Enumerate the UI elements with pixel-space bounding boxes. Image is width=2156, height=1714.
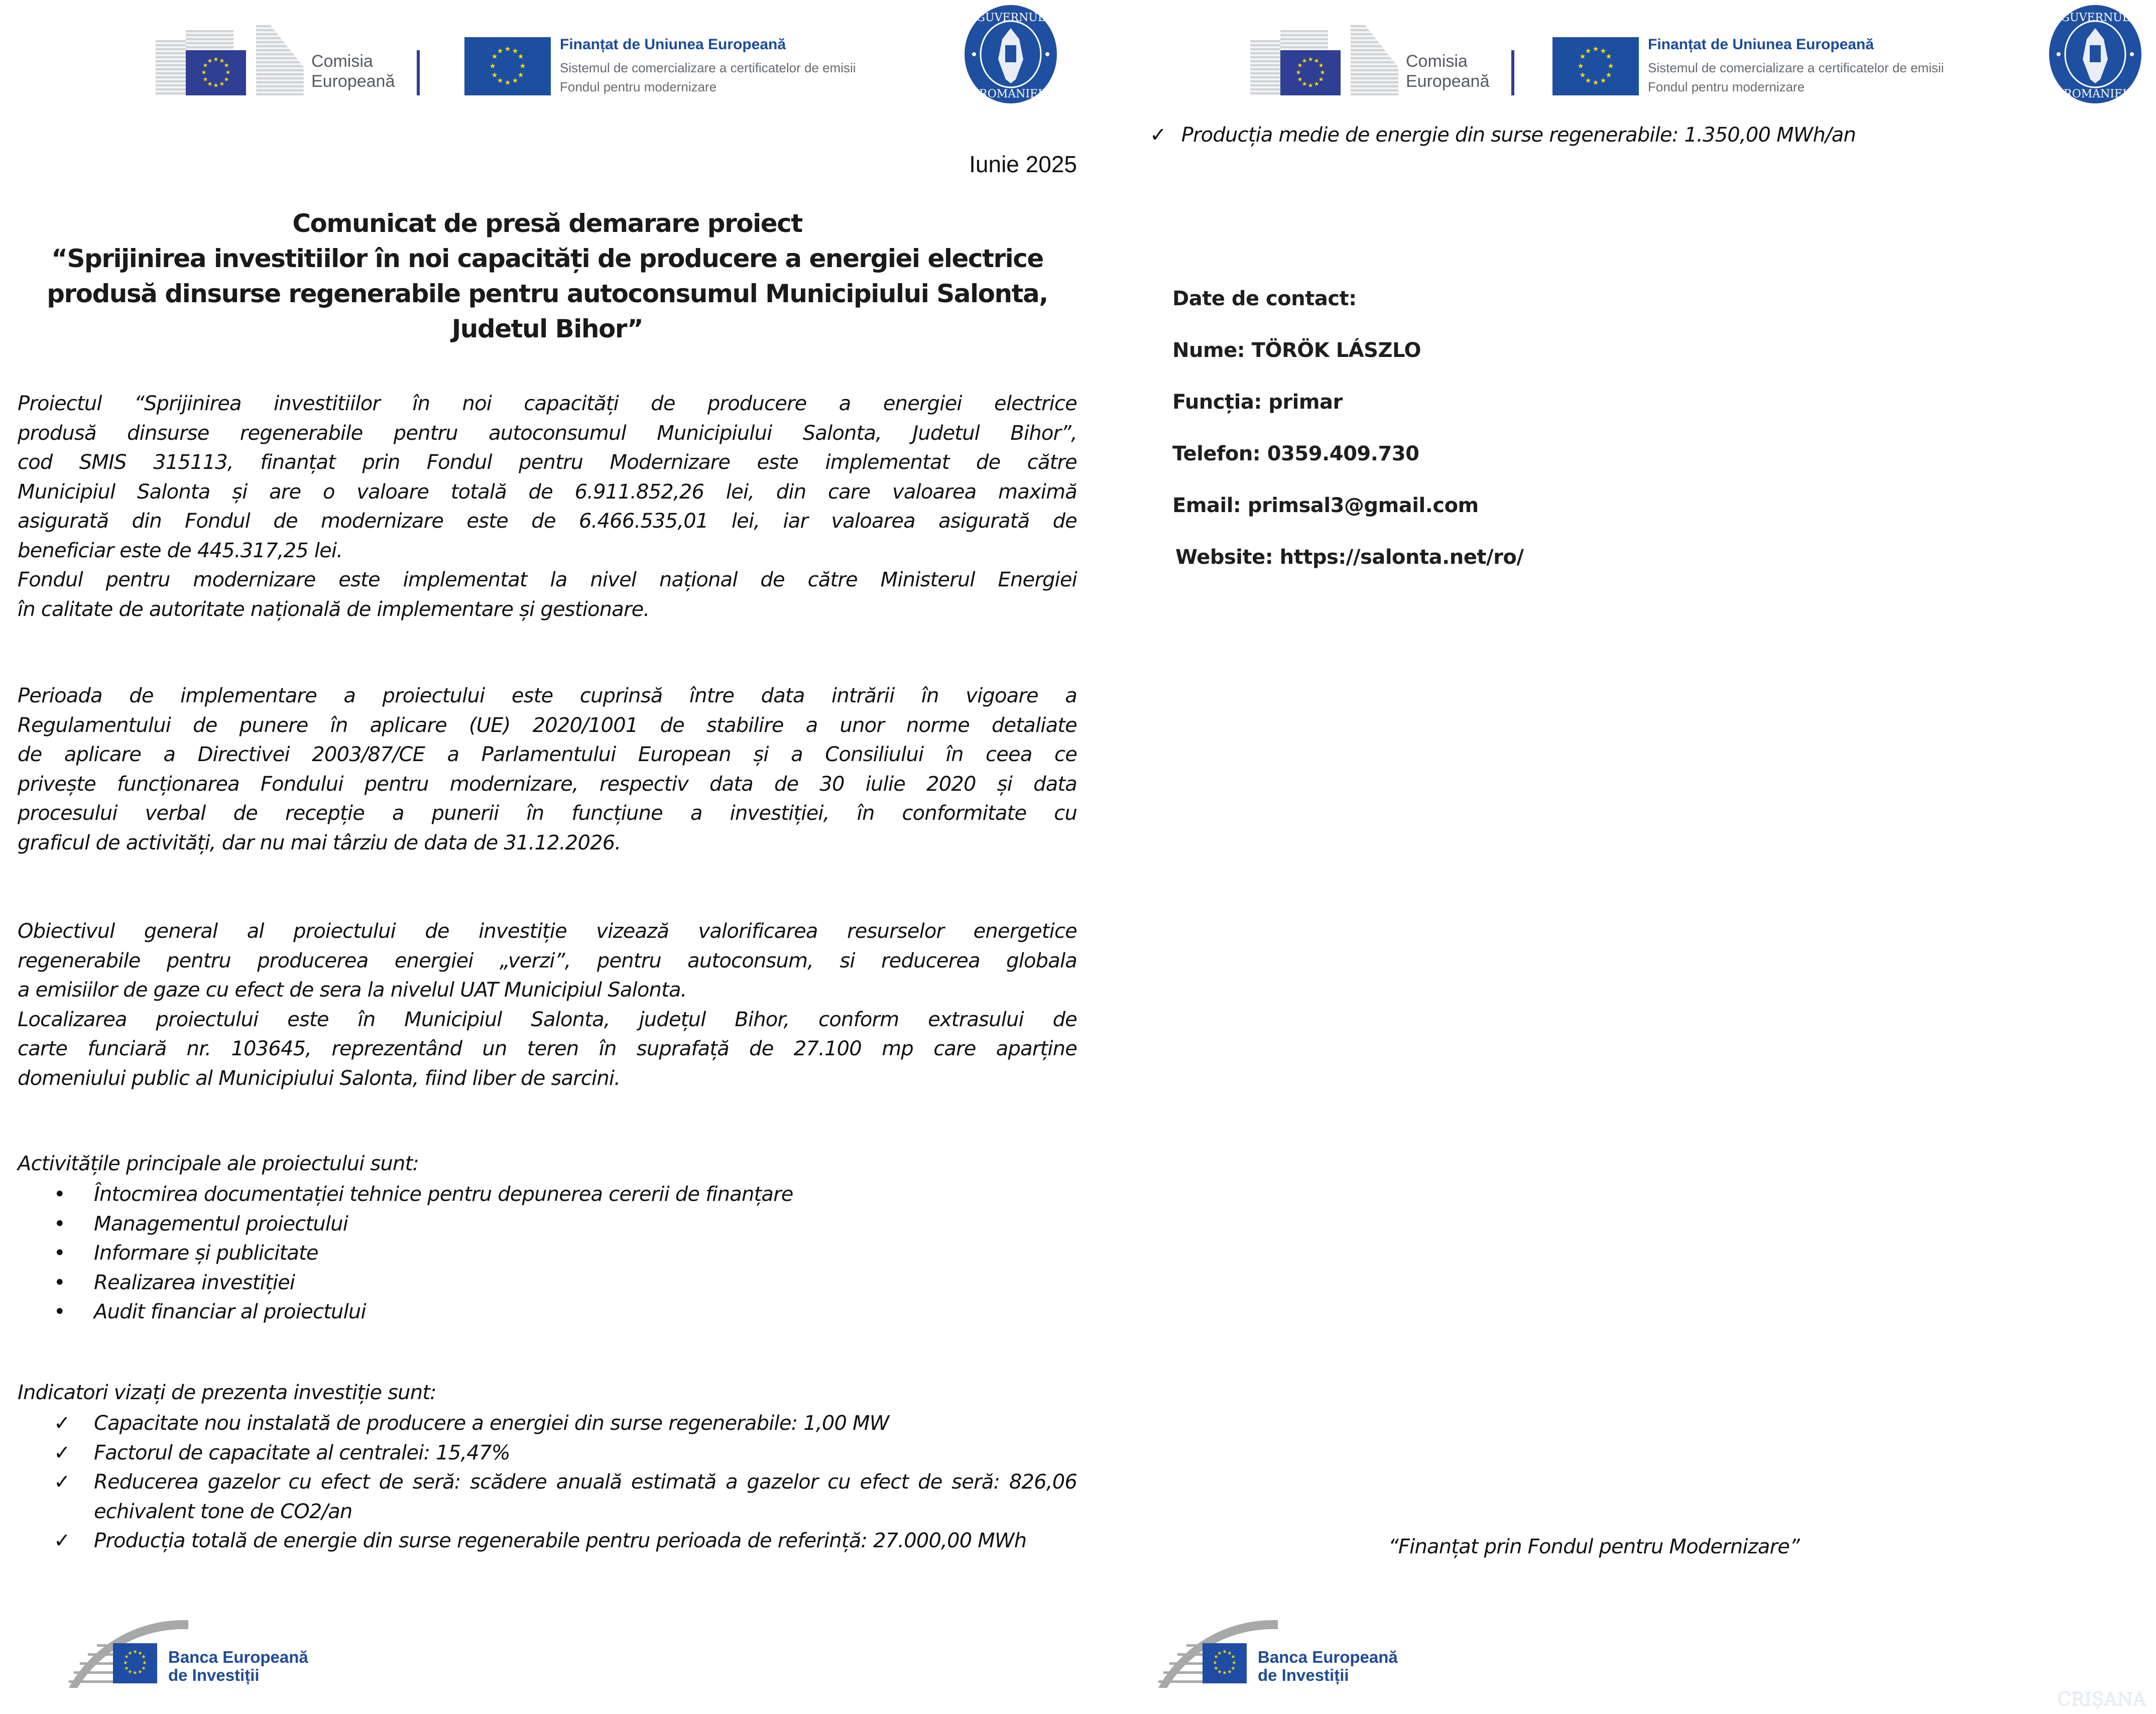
svg-text:GUVERNUL: GUVERNUL — [976, 12, 1045, 24]
svg-text:★: ★ — [517, 71, 524, 79]
svg-text:★: ★ — [219, 80, 225, 87]
svg-text:★: ★ — [491, 53, 498, 61]
contact-heading: Date de contact: — [1172, 287, 1357, 310]
checkmark-icon: ✓ — [54, 1529, 70, 1552]
eib-name: Banca Europeană de Investiții — [168, 1648, 308, 1684]
svg-text:★: ★ — [512, 77, 519, 85]
list-item: ✓ Reducerea gazelor cu efect de seră: scădere anuală estimată a gazelor cu efect de seră: 826,06 echivalent tone de CO2/an — [18, 1467, 1077, 1526]
eu-funded-subtitle: Sistemul de comercializare a certificatelor de emisii — [1648, 60, 1944, 75]
svg-text:★: ★ — [207, 80, 213, 87]
list-item: • Audit financiar al proiectului — [18, 1297, 1077, 1327]
svg-text:★: ★ — [519, 62, 526, 70]
checkmark-icon: ✓ — [54, 1412, 70, 1435]
list-item: ✓ Capacitate nou instalată de producere a energiei din surse regenerabile: 1,00 MW — [18, 1409, 1077, 1438]
svg-text:★: ★ — [1320, 69, 1326, 76]
eu-funded-subtitle: Sistemul de comercializare a certificatelor de emisii — [560, 60, 856, 75]
indicator-average-production: ✓ Producția medie de energie din surse regenerabile: 1.350,00 MWh/an — [1150, 124, 1856, 147]
svg-text:★: ★ — [1592, 45, 1599, 53]
contact-email[interactable]: Email: primsal3@gmail.com — [1172, 494, 1479, 517]
activities-heading: Activitățile principale ale proiectului sunt: — [18, 1152, 419, 1175]
svg-text:ROMÂNIEI: ROMÂNIEI — [979, 88, 1042, 100]
bullet-icon: • — [54, 1300, 65, 1323]
svg-text:★: ★ — [213, 56, 219, 63]
contact-block — [1172, 286, 1523, 596]
funding-note: “Finanțat prin Fondul pentru Modernizare” — [1388, 1535, 1800, 1558]
bullet-icon: • — [54, 1183, 65, 1206]
svg-text:★: ★ — [201, 69, 207, 76]
svg-text:★: ★ — [1297, 76, 1303, 83]
svg-text:★: ★ — [1318, 62, 1324, 69]
svg-text:★: ★ — [1217, 1651, 1222, 1656]
svg-text:★: ★ — [517, 53, 524, 61]
list-item: ✓ Producția totală de energie din surse regenerabile pentru perioada de referință: 27.000,00 MWh — [18, 1526, 1077, 1556]
svg-text:★: ★ — [1318, 76, 1324, 83]
page-right — [1090, 0, 2156, 1714]
contact-phone: Telefon: 0359.409.730 — [1172, 442, 1419, 465]
svg-text:★: ★ — [142, 1660, 147, 1666]
contact-name: Nume: TÖRÖK LÁSZLO — [1172, 339, 1421, 362]
eib-logo — [1137, 1614, 1439, 1694]
svg-text:★: ★ — [1214, 1654, 1219, 1660]
svg-text:★: ★ — [207, 57, 213, 64]
eu-flag-icon — [1203, 1643, 1247, 1683]
svg-text:★: ★ — [1577, 62, 1584, 70]
objective-paragraph: Obiectivul general al proiectului de investiție vizează valorificarea resurselor energetice regenerabile pentru producerea energiei „verzi”, pentru autoconsum, si reducerea globala a emisiilor de gaze cu efect de sera la nivelul UAT Municipiul Salonta. Localizarea proiectului este în Municipiul Salonta, județul Bihor, conform extrasului de carte funciară nr. 103645, reprezentând un teren în suprafață de 27.100 mp care aparține domeniului public al Municipiului Salonta, fiind liber de sarcini. — [18, 920, 1077, 1090]
svg-text:★: ★ — [124, 1654, 129, 1660]
svg-text:★: ★ — [1231, 1654, 1236, 1660]
svg-text:★: ★ — [1295, 69, 1301, 76]
svg-text:★: ★ — [504, 79, 511, 87]
implementation-period-paragraph: Perioada de implementare a proiectului este cuprinsă între data intrării în vigoare a Regulamentului de punere în aplicare (UE) 2020/1001 de stabilire a unor norme detaliate de aplicare a Directivei 2003/87/CE a Parlamentului European și a Consiliului în ceea ce privește funcționarea Fondului pentru modernizare, respectiv data de 30 iulie 2020 și data procesului verbal de recepție a punerii în funcțiune a investiției, în conformitate cu graficul de activități, dar nu mai târziu de data de 31.12.2026. — [18, 684, 1077, 854]
eib-name: Banca Europeană de Investiții — [1258, 1648, 1398, 1684]
eu-funded-title: Finanțat de Uniunea Europeană — [1648, 36, 1874, 53]
svg-text:★: ★ — [1222, 1649, 1227, 1655]
svg-text:★: ★ — [123, 1660, 128, 1666]
european-commission-logo — [1250, 20, 1511, 95]
checkmark-icon: ✓ — [54, 1471, 70, 1494]
intro-paragraph: Proiectul “Sprijinirea investitiilor în noi capacități de producere a energiei electrice produsă dinsurse regenerabile pentru autoconsumul Municipiului Salonta, Judetul Bihor”, cod SMIS 315113, finanțat prin Fondul pentru Modernizare este implementat de către Municipiul Salonta și are o valoare totală de 6.911.852,26 lei, din care valoarea maximă asigurată din Fondul de modernizare este de 6.466.535,01 lei, iar valoarea asigurată de beneficiar este de 445.317,25 lei. Fondul pentru modernizare este implementat la nivel național de către Ministerul Energiei în calitate de autoritate națională de implementare și gestionare. — [18, 392, 1077, 621]
eu-flag-icon — [1552, 37, 1639, 95]
svg-text:★: ★ — [1213, 1660, 1218, 1666]
commission-divider — [1511, 50, 1514, 95]
bullet-icon: • — [54, 1242, 65, 1265]
svg-text:★: ★ — [1227, 1669, 1232, 1675]
svg-text:★: ★ — [124, 1666, 129, 1671]
svg-text:★: ★ — [202, 76, 208, 83]
svg-text:★: ★ — [128, 1669, 133, 1675]
contact-website[interactable]: Website: https://salonta.net/ro/ — [1175, 546, 1524, 569]
svg-text:ROMÂNIEI: ROMÂNIEI — [2064, 88, 2127, 100]
eu-flag-icon — [113, 1643, 157, 1683]
list-item: ✓ Factorul de capacitate al centralei: 15,47% — [18, 1438, 1077, 1468]
svg-text:★: ★ — [1605, 71, 1612, 79]
svg-text:★: ★ — [1313, 57, 1320, 64]
watermark: CRIȘANA — [2057, 1689, 2146, 1710]
svg-text:★: ★ — [138, 1651, 143, 1656]
contact-function: Funcția: primar — [1172, 391, 1343, 414]
svg-text:★: ★ — [1313, 80, 1320, 87]
svg-text:★: ★ — [1297, 62, 1303, 69]
svg-text:★: ★ — [497, 77, 504, 85]
svg-text:★: ★ — [1579, 53, 1586, 61]
list-item: • Informare și publicitate — [18, 1239, 1077, 1268]
svg-text:★: ★ — [1301, 57, 1307, 64]
eu-funded-fund-name: Fondul pentru modernizare — [560, 79, 717, 94]
svg-text:★: ★ — [1585, 47, 1592, 55]
svg-text:★: ★ — [133, 1670, 138, 1676]
eu-flag-icon — [186, 50, 246, 95]
svg-text:★: ★ — [1592, 79, 1599, 87]
svg-text:★: ★ — [223, 76, 229, 83]
svg-text:★: ★ — [512, 47, 519, 55]
bullet-icon: • — [54, 1212, 65, 1236]
svg-text:★: ★ — [1605, 53, 1612, 61]
svg-text:★: ★ — [1579, 71, 1586, 79]
svg-text:★: ★ — [1214, 1666, 1219, 1671]
svg-text:★: ★ — [128, 1651, 133, 1656]
commission-name: Comisia Europeană — [1406, 52, 1490, 91]
svg-text:★: ★ — [133, 1649, 138, 1655]
romanian-government-seal-icon — [2048, 4, 2143, 104]
list-item: • Realizarea investiției — [18, 1268, 1077, 1298]
checkmark-icon: ✓ — [1150, 124, 1166, 147]
eu-flag-icon — [1280, 50, 1341, 95]
svg-text:★: ★ — [1600, 47, 1607, 55]
svg-text:★: ★ — [1301, 80, 1307, 87]
svg-text:★: ★ — [225, 69, 231, 76]
svg-text:★: ★ — [1607, 62, 1614, 70]
eu-flag-icon — [464, 37, 551, 95]
svg-text:★: ★ — [1600, 77, 1607, 85]
eu-funded-logo — [464, 20, 916, 95]
eu-funded-title: Finanțat de Uniunea Europeană — [560, 36, 786, 53]
svg-text:★: ★ — [138, 1669, 143, 1675]
indicators-heading: Indicatori vizați de prezenta investiție sunt: — [18, 1381, 436, 1404]
commission-name: Comisia Europeană — [311, 52, 395, 91]
svg-text:★: ★ — [1585, 77, 1592, 85]
list-item: • Managementul proiectului — [18, 1209, 1077, 1239]
press-release-title: Comunicat de presă demarare proiect “Sprijinirea investitiilor în noi capacități de producere a energiei electrice produsă dinsurse regenerabile pentru autoconsumul Municipiului Salonta, Judetul Bihor” — [47, 209, 1048, 343]
bullet-icon: • — [54, 1271, 65, 1294]
svg-text:★: ★ — [504, 45, 511, 53]
svg-text:★: ★ — [489, 62, 496, 70]
publication-date: Iunie 2025 — [969, 151, 1077, 177]
svg-text:★: ★ — [1307, 56, 1313, 63]
svg-text:★: ★ — [497, 47, 504, 55]
svg-text:★: ★ — [219, 57, 225, 64]
activities-list — [18, 1180, 1077, 1327]
european-commission-logo — [156, 20, 417, 95]
svg-text:★: ★ — [1307, 82, 1313, 89]
svg-text:★: ★ — [202, 62, 208, 69]
eu-funded-logo — [1552, 20, 2004, 95]
svg-text:★: ★ — [1222, 1670, 1227, 1676]
svg-text:GUVERNUL: GUVERNUL — [2061, 12, 2130, 24]
svg-text:★: ★ — [223, 62, 229, 69]
checkmark-icon: ✓ — [54, 1441, 70, 1464]
eib-logo — [48, 1614, 349, 1694]
svg-text:★: ★ — [491, 71, 498, 79]
indicators-list — [18, 1409, 1077, 1556]
romanian-government-seal-icon — [963, 4, 1058, 104]
svg-text:★: ★ — [1231, 1666, 1236, 1671]
eu-funded-fund-name: Fondul pentru modernizare — [1648, 79, 1805, 94]
list-item: • Întocmirea documentației tehnice pentru depunerea cererii de finanțare — [18, 1180, 1077, 1209]
svg-text:★: ★ — [213, 82, 219, 89]
svg-text:★: ★ — [141, 1654, 146, 1660]
svg-text:★: ★ — [1217, 1669, 1222, 1675]
svg-text:★: ★ — [1232, 1660, 1237, 1666]
svg-text:★: ★ — [141, 1666, 146, 1671]
svg-text:★: ★ — [1227, 1651, 1232, 1656]
commission-divider — [417, 50, 420, 95]
